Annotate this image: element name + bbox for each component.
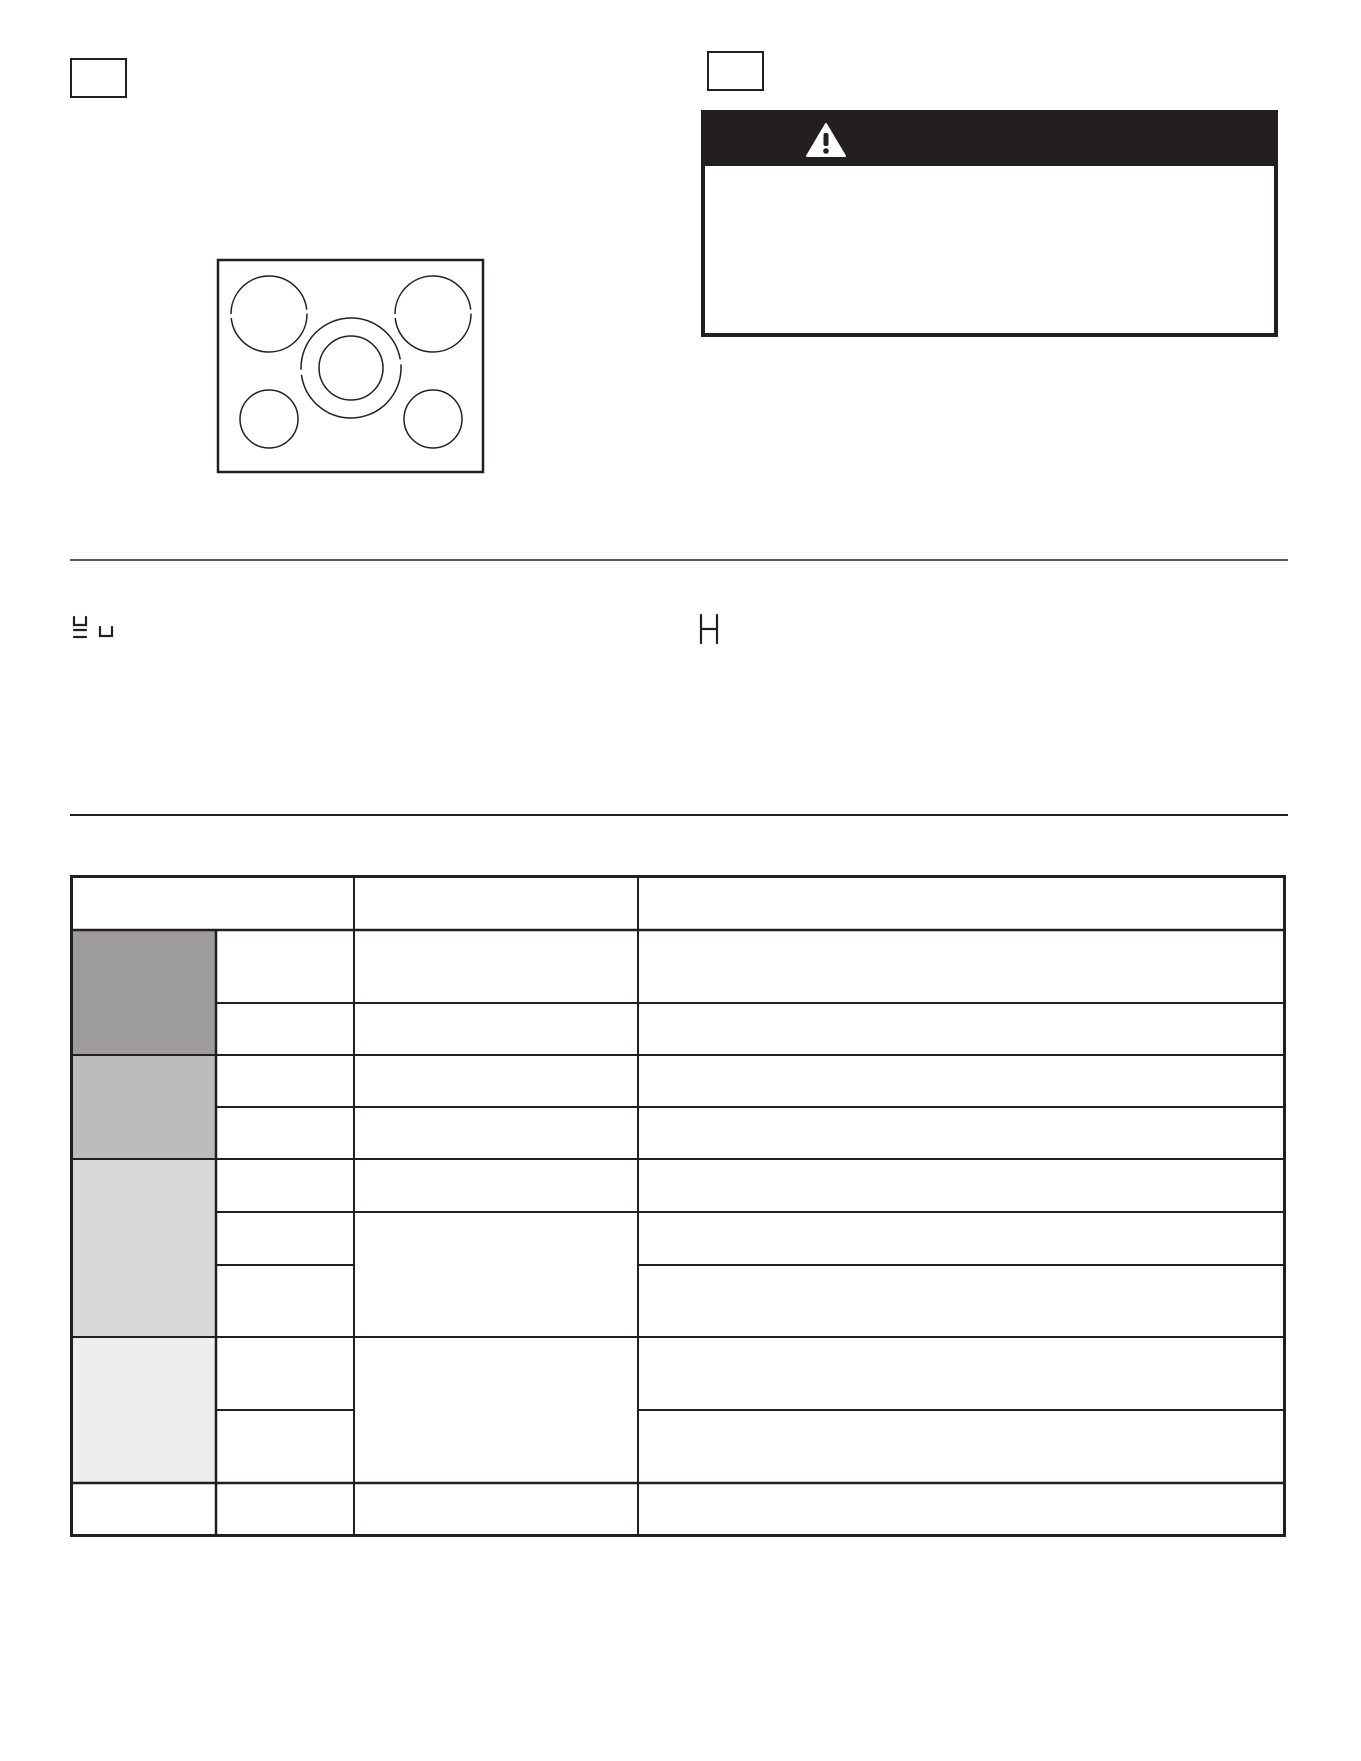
section-divider-bottom — [70, 814, 1288, 816]
table-group-shade-3 — [70, 1159, 216, 1337]
warning-box — [701, 110, 1278, 337]
section-divider-top — [70, 559, 1288, 561]
settings-table-grid — [70, 875, 1286, 1537]
cooktop-outline — [218, 260, 483, 472]
table-group-shade-4 — [70, 1337, 216, 1483]
cooktop-diagram — [216, 258, 486, 476]
section-number-box-right — [707, 51, 764, 91]
table-group-shade-1 — [70, 930, 216, 1055]
segment-display-h-icon — [696, 612, 726, 646]
section-number-box-left — [70, 58, 127, 98]
settings-table — [70, 875, 1286, 1537]
warning-triangle-icon — [805, 122, 847, 158]
warning-header — [705, 114, 1274, 166]
segment-display-lo-icon — [70, 614, 118, 644]
table-group-shade-2 — [70, 1055, 216, 1159]
